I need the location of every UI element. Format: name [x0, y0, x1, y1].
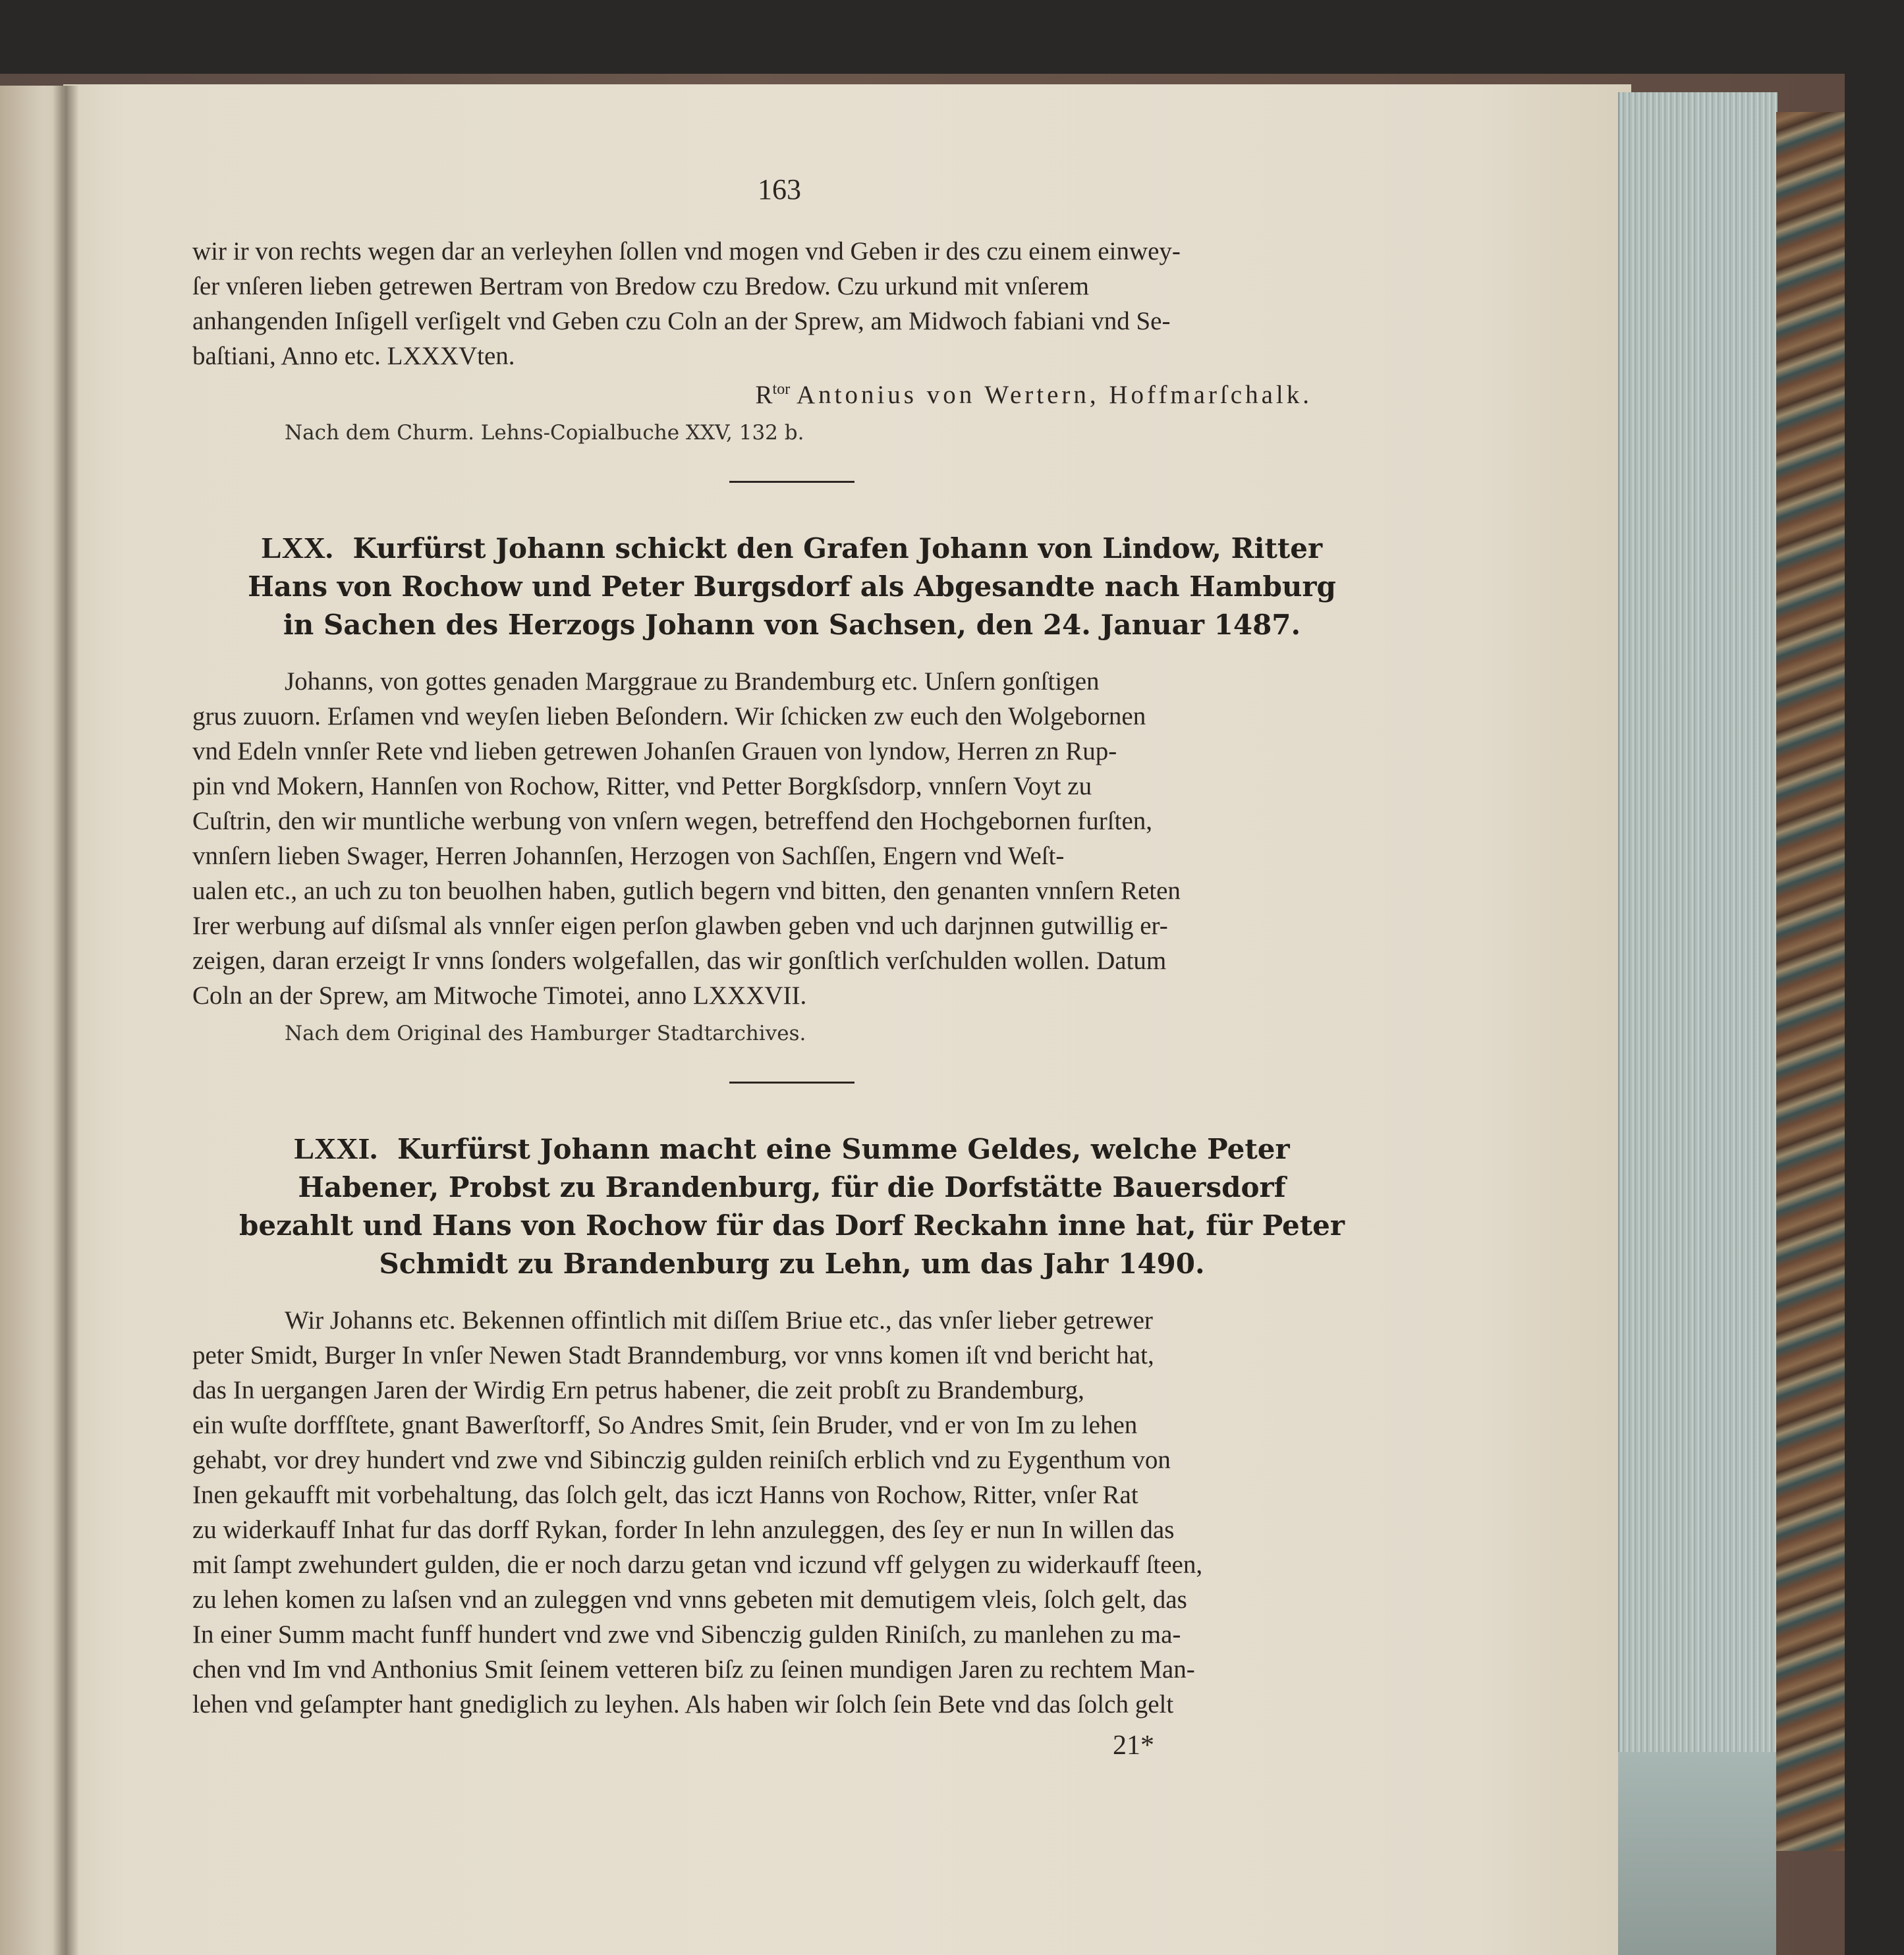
document-title: Kurfürst Johann schickt den Grafen Johann von Lindow, Ritter Hans von Rochow und Peter Burgsdorf als Abgesandte nach Hamburg in Sachen des Herzogs Johann von Sachsen, den 24. Januar 1487.: [248, 532, 1336, 641]
page-gutter: [53, 86, 79, 1955]
text-line: grus zuuorn. Erſamen vnd weyſen lieben Beſondern. Wir ſchicken zw euch den Wolgebornen: [192, 702, 1146, 730]
marbled-cover: [1776, 112, 1845, 1851]
text-line: ein wuſte dorffſtete, gnant Bawerſtorff, So Andres Smit, ſein Bruder, vnd er von Im zu lehen: [192, 1411, 1138, 1439]
text-line: ualen etc., an uch zu ton beuolhen haben, gutlich begern vnd bitten, den genanten vnnſern Reten: [192, 877, 1181, 905]
page-edges: [1618, 92, 1778, 1752]
source-note: Nach dem Churm. Lehns-Copialbuche XXV, 132 b.: [285, 421, 804, 445]
text-line: Coln an der Sprew, am Mitwoche Timotei, anno LXXXVII.: [192, 981, 807, 1010]
document-heading: [192, 529, 1391, 644]
signature-name: Antonius von Wertern, Hoffmarſchalk.: [796, 381, 1312, 409]
section-rule: [729, 481, 854, 483]
signature-prefix: R: [755, 381, 773, 409]
document-number: LXXI.: [294, 1132, 378, 1165]
document-71: [192, 1130, 1391, 1722]
page-edges-bottom: [1618, 1752, 1776, 1955]
text-line: vnnſern lieben Swager, Herren Johannſen, Herzogen von Sachſſen, Engern vnd Weſt-: [192, 842, 1065, 870]
sheet-mark: 21*: [1113, 1730, 1154, 1761]
signature-sup: tor: [772, 381, 791, 398]
document-number: LXX.: [261, 531, 333, 564]
text-line: zeigen, daran erzeigt Ir vnns ſonders wolgefallen, das wir gonſtlich verſchulden wollen. Datum: [192, 947, 1167, 975]
text-line: chen vnd Im vnd Anthonius Smit ſeinem vetteren biſz zu ſeinen mundigen Jaren zu rechtem Man-: [192, 1655, 1195, 1684]
text-line: lehen vnd geſampter hant gnediglich zu leyhen. Als haben wir ſolch ſein Bete vnd das ſolch gelt: [192, 1690, 1174, 1719]
text-line: In einer Summ macht funff hundert vnd zwe vnd Sibenczig gulden Riniſch, zu manlehen zu ma-: [192, 1620, 1181, 1649]
text-line: mit ſampt zwehundert gulden, die er noch darzu getan vnd iczund vff gelygen zu widerkauff ſteen,: [192, 1551, 1203, 1579]
page-text: [192, 171, 1391, 1763]
text-line: Johanns, von gottes genaden Marggraue zu Brandemburg etc. Unſern gonſtigen: [285, 667, 1100, 696]
block1: [192, 234, 1391, 448]
signature: [192, 377, 1391, 412]
text-line: wir ir von rechts wegen dar an verleyhen ſollen vnd mogen vnd Geben ir des czu einem einwey-: [192, 237, 1181, 265]
text-line: das In uergangen Jaren der Wirdig Ern petrus habener, die zeit probſt zu Brandemburg,: [192, 1376, 1084, 1404]
text-line: peter Smidt, Burger In vnſer Newen Stadt Branndemburg, vor vnns komen iſt vnd bericht hat,: [192, 1341, 1154, 1369]
text-line: zu lehen komen zu laſsen vnd an zuleggen vnd vnns gebeten mit demutigem vleis, ſolch gelt, das: [192, 1585, 1187, 1614]
text-line: zu widerkauff Inhat fur das dorff Rykan, forder In lehn anzuleggen, des ſey er nun In willen das: [192, 1516, 1175, 1544]
document-70: [192, 529, 1391, 1049]
text-line: gehabt, vor drey hundert vnd zwe vnd Sibinczig gulden reiniſch erblich vnd zu Eygenthum von: [192, 1446, 1171, 1474]
text-line: pin vnd Mokern, Hannſen von Rochow, Ritter, vnd Petter Borgkſsdorp, vnnſern Voyt zu: [192, 772, 1092, 800]
text-line: Wir Johanns etc. Bekennen offintlich mit diſſem Briue etc., das vnſer lieber getrewer: [285, 1306, 1153, 1335]
text-line: anhangenden Inſigell verſigelt vnd Geben czu Coln an der Sprew, am Midwoch fabiani vnd Se-: [192, 307, 1171, 335]
section-rule: [729, 1082, 854, 1084]
text-line: Irer werbung auf diſsmal als vnnſer eigen perſon glawben geben vnd uch darjnnen gutwillig er-: [192, 912, 1168, 940]
document-heading: [192, 1130, 1391, 1283]
text-line: Cuſtrin, den wir muntliche werbung von vnſern wegen, betreffend den Hochgebornen furſten,: [192, 807, 1153, 835]
text-line: baſtiani, Anno etc. LXXXVten.: [192, 342, 515, 370]
document-title: Kurfürst Johann macht eine Summe Geldes, welche Peter Habener, Probst zu Brandenburg, für die Dorfstätte Bauersdorf bezahlt und Hans von Rochow für das Dorf Reckahn inne hat, für Peter Schmidt zu Brandenburg zu Lehn, um das Jahr 1490.: [238, 1133, 1345, 1280]
source-note: Nach dem Original des Hamburger Stadtarchives.: [285, 1022, 806, 1045]
page-number: 163: [758, 173, 801, 206]
text-line: ſer vnſeren lieben getrewen Bertram von Bredow czu Bredow. Czu urkund mit vnſerem: [192, 272, 1089, 300]
text-line: vnd Edeln vnnſer Rete vnd lieben getrewen Johanſen Grauen von lyndow, Herren zn Rup-: [192, 737, 1117, 765]
text-line: Inen gekaufft mit vorbehaltung, das ſolch gelt, das iczt Hanns von Rochow, Ritter, vnſer Rat: [192, 1481, 1138, 1509]
